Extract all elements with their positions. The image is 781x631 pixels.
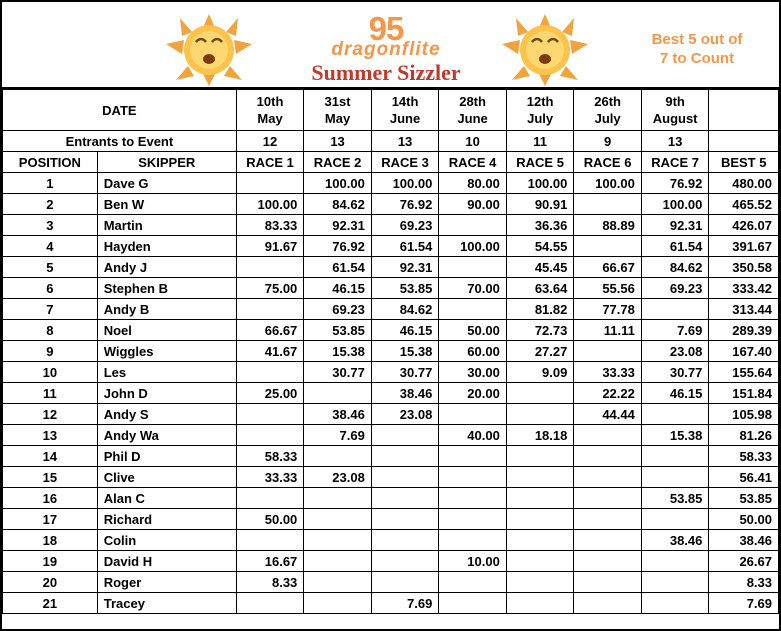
cell-race-3-score: 69.23 bbox=[371, 215, 439, 236]
cell-race-7-score: 23.08 bbox=[641, 341, 709, 362]
cell-race-1-score: 66.67 bbox=[236, 320, 304, 341]
cell-race-2-score: 84.62 bbox=[304, 194, 372, 215]
cell-race-3-score bbox=[371, 467, 439, 488]
cell-race-1-score bbox=[236, 257, 304, 278]
sheet-header bbox=[2, 2, 779, 89]
cell-race-7-score: 30.77 bbox=[641, 362, 709, 383]
column-header-row bbox=[3, 152, 779, 173]
cell-race-2-score: 23.08 bbox=[304, 467, 372, 488]
date-line2: July bbox=[594, 111, 621, 126]
cell-race-4-score: 60.00 bbox=[439, 341, 507, 362]
cell-race-4-score: 30.00 bbox=[439, 362, 507, 383]
header-race-5: RACE 5 bbox=[506, 152, 574, 173]
cell-best-5: 81.26 bbox=[709, 425, 779, 446]
cell-position: 19 bbox=[3, 551, 98, 572]
cell-race-3-score bbox=[371, 551, 439, 572]
date-row-label: DATE bbox=[3, 90, 237, 131]
cell-position: 6 bbox=[3, 278, 98, 299]
cell-race-3-score bbox=[371, 425, 439, 446]
cell-position: 9 bbox=[3, 341, 98, 362]
cell-race-5-score bbox=[506, 530, 574, 551]
cell-race-3-score: 30.77 bbox=[371, 362, 439, 383]
cell-race-1-score bbox=[236, 404, 304, 425]
cell-race-7-score: 7.69 bbox=[641, 320, 709, 341]
date-line1: 12th bbox=[526, 94, 554, 109]
cell-race-7-score: 76.92 bbox=[641, 173, 709, 194]
cell-race-4-score: 100.00 bbox=[439, 236, 507, 257]
cell-race-4-score: 40.00 bbox=[439, 425, 507, 446]
cell-race-1-score: 100.00 bbox=[236, 194, 304, 215]
cell-skipper: Tracey bbox=[97, 593, 236, 614]
cell-skipper: Phil D bbox=[97, 446, 236, 467]
header-race-3: RACE 3 bbox=[371, 152, 439, 173]
cell-race-6-score: 22.22 bbox=[574, 383, 642, 404]
cell-best-5: 155.64 bbox=[709, 362, 779, 383]
cell-best-5: 480.00 bbox=[709, 173, 779, 194]
cell-race-1-score bbox=[236, 530, 304, 551]
scoring-note-line1: Best 5 out of bbox=[651, 31, 743, 48]
cell-position: 14 bbox=[3, 446, 98, 467]
date-line1: 10th bbox=[256, 94, 284, 109]
cell-best-5: 465.52 bbox=[709, 194, 779, 215]
cell-race-4-score bbox=[439, 215, 507, 236]
cell-race-3-score: 46.15 bbox=[371, 320, 439, 341]
brand-name: dragonflite bbox=[331, 39, 441, 60]
table-row bbox=[3, 488, 779, 509]
cell-race-3-score: 7.69 bbox=[371, 593, 439, 614]
entrants-3: 13 bbox=[371, 131, 439, 152]
cell-race-4-score: 90.00 bbox=[439, 194, 507, 215]
cell-race-5-score bbox=[506, 551, 574, 572]
cell-race-1-score bbox=[236, 299, 304, 320]
cell-race-1-score: 75.00 bbox=[236, 278, 304, 299]
cell-race-7-score: 100.00 bbox=[641, 194, 709, 215]
cell-race-7-score: 84.62 bbox=[641, 257, 709, 278]
cell-race-2-score: 61.54 bbox=[304, 257, 372, 278]
cell-race-3-score: 76.92 bbox=[371, 194, 439, 215]
header-race-7: RACE 7 bbox=[641, 152, 709, 173]
cell-position: 5 bbox=[3, 257, 98, 278]
cell-skipper: Colin bbox=[97, 530, 236, 551]
cell-skipper: Hayden bbox=[97, 236, 236, 257]
cell-race-4-score bbox=[439, 446, 507, 467]
cell-position: 11 bbox=[3, 383, 98, 404]
table-row bbox=[3, 446, 779, 467]
cell-best-5: 350.58 bbox=[709, 257, 779, 278]
scoring-note-line2: 7 to Count bbox=[659, 50, 735, 67]
cell-race-5-score: 100.00 bbox=[506, 173, 574, 194]
cell-best-5: 426.07 bbox=[709, 215, 779, 236]
cell-race-4-score bbox=[439, 404, 507, 425]
cell-best-5: 7.69 bbox=[709, 593, 779, 614]
cell-race-7-score bbox=[641, 404, 709, 425]
table-row bbox=[3, 299, 779, 320]
date-line2: July bbox=[527, 111, 554, 126]
cell-position: 2 bbox=[3, 194, 98, 215]
cell-race-1-score: 91.67 bbox=[236, 236, 304, 257]
cell-position: 16 bbox=[3, 488, 98, 509]
cell-race-1-score bbox=[236, 173, 304, 194]
date-line1: 9th bbox=[665, 94, 685, 109]
cell-position: 12 bbox=[3, 404, 98, 425]
header-best-5: BEST 5 bbox=[709, 152, 779, 173]
cell-race-2-score: 53.85 bbox=[304, 320, 372, 341]
date-header-7 bbox=[641, 90, 709, 131]
cell-race-7-score: 53.85 bbox=[641, 488, 709, 509]
cell-position: 10 bbox=[3, 362, 98, 383]
sun-icon bbox=[166, 14, 252, 86]
entrants-5: 11 bbox=[506, 131, 574, 152]
cell-race-7-score bbox=[641, 572, 709, 593]
cell-race-7-score bbox=[641, 299, 709, 320]
date-header-row bbox=[3, 90, 779, 131]
cell-race-6-score bbox=[574, 488, 642, 509]
cell-race-1-score bbox=[236, 488, 304, 509]
cell-race-1-score bbox=[236, 425, 304, 446]
cell-race-5-score: 81.82 bbox=[506, 299, 574, 320]
cell-best-5: 56.41 bbox=[709, 467, 779, 488]
cell-skipper: Alan C bbox=[97, 488, 236, 509]
entrants-spacer bbox=[709, 131, 779, 152]
entrants-2: 13 bbox=[304, 131, 372, 152]
cell-race-6-score: 66.67 bbox=[574, 257, 642, 278]
table-row bbox=[3, 341, 779, 362]
cell-race-2-score: 100.00 bbox=[304, 173, 372, 194]
cell-skipper: Les bbox=[97, 362, 236, 383]
cell-race-5-score bbox=[506, 593, 574, 614]
entrants-1: 12 bbox=[236, 131, 304, 152]
cell-race-4-score: 70.00 bbox=[439, 278, 507, 299]
cell-race-4-score: 80.00 bbox=[439, 173, 507, 194]
cell-race-4-score: 10.00 bbox=[439, 551, 507, 572]
cell-race-6-score bbox=[574, 530, 642, 551]
table-row bbox=[3, 467, 779, 488]
date-line1: 28th bbox=[459, 94, 486, 109]
table-row bbox=[3, 593, 779, 614]
cell-race-7-score bbox=[641, 467, 709, 488]
entrants-6: 9 bbox=[574, 131, 642, 152]
table-row bbox=[3, 215, 779, 236]
cell-race-6-score: 33.33 bbox=[574, 362, 642, 383]
cell-race-6-score bbox=[574, 194, 642, 215]
cell-race-5-score: 90.91 bbox=[506, 194, 574, 215]
date-header-1 bbox=[236, 90, 304, 131]
table-head bbox=[3, 90, 779, 173]
cell-position: 21 bbox=[3, 593, 98, 614]
class-number: 95 bbox=[368, 10, 404, 47]
header-race-4: RACE 4 bbox=[439, 152, 507, 173]
table-row bbox=[3, 425, 779, 446]
cell-race-6-score bbox=[574, 341, 642, 362]
cell-position: 3 bbox=[3, 215, 98, 236]
cell-race-6-score: 88.89 bbox=[574, 215, 642, 236]
cell-race-7-score: 61.54 bbox=[641, 236, 709, 257]
cell-best-5: 38.46 bbox=[709, 530, 779, 551]
date-line2: May bbox=[324, 111, 351, 126]
date-line2: May bbox=[257, 111, 283, 126]
cell-race-5-score: 36.36 bbox=[506, 215, 574, 236]
date-line1: 14th bbox=[391, 94, 419, 109]
cell-race-5-score bbox=[506, 488, 574, 509]
cell-race-4-score bbox=[439, 593, 507, 614]
cell-race-2-score: 15.38 bbox=[304, 341, 372, 362]
cell-race-3-score: 84.62 bbox=[371, 299, 439, 320]
entrants-7: 13 bbox=[641, 131, 709, 152]
cell-race-6-score: 77.78 bbox=[574, 299, 642, 320]
cell-skipper: Andy Wa bbox=[97, 425, 236, 446]
cell-race-7-score bbox=[641, 446, 709, 467]
cell-race-1-score bbox=[236, 593, 304, 614]
cell-race-2-score bbox=[304, 383, 372, 404]
cell-race-2-score: 76.92 bbox=[304, 236, 372, 257]
cell-race-3-score bbox=[371, 572, 439, 593]
cell-race-7-score bbox=[641, 551, 709, 572]
cell-best-5: 289.39 bbox=[709, 320, 779, 341]
cell-race-5-score: 54.55 bbox=[506, 236, 574, 257]
cell-position: 18 bbox=[3, 530, 98, 551]
table-row bbox=[3, 278, 779, 299]
cell-skipper: Stephen B bbox=[97, 278, 236, 299]
cell-race-5-score bbox=[506, 509, 574, 530]
cell-best-5: 53.85 bbox=[709, 488, 779, 509]
cell-race-1-score: 83.33 bbox=[236, 215, 304, 236]
cell-race-6-score bbox=[574, 467, 642, 488]
date-header-spacer bbox=[709, 90, 779, 131]
cell-skipper: Wiggles bbox=[97, 341, 236, 362]
cell-race-4-score: 20.00 bbox=[439, 383, 507, 404]
cell-position: 17 bbox=[3, 509, 98, 530]
table-row bbox=[3, 257, 779, 278]
date-header-5 bbox=[506, 90, 574, 131]
cell-race-4-score bbox=[439, 488, 507, 509]
cell-race-4-score bbox=[439, 467, 507, 488]
cell-race-2-score: 69.23 bbox=[304, 299, 372, 320]
table-row bbox=[3, 572, 779, 593]
cell-position: 15 bbox=[3, 467, 98, 488]
event-branding bbox=[268, 10, 504, 85]
cell-race-2-score: 30.77 bbox=[304, 362, 372, 383]
cell-position: 8 bbox=[3, 320, 98, 341]
event-title: Summer Sizzler bbox=[311, 60, 461, 85]
table-row bbox=[3, 383, 779, 404]
cell-race-3-score: 53.85 bbox=[371, 278, 439, 299]
header-skipper: SKIPPER bbox=[97, 152, 236, 173]
date-header-3 bbox=[371, 90, 439, 131]
cell-race-6-score bbox=[574, 236, 642, 257]
cell-skipper: Andy S bbox=[97, 404, 236, 425]
cell-skipper: Richard bbox=[97, 509, 236, 530]
entrants-label: Entrants to Event bbox=[3, 131, 237, 152]
cell-race-5-score: 45.45 bbox=[506, 257, 574, 278]
cell-skipper: Noel bbox=[97, 320, 236, 341]
cell-skipper: Martin bbox=[97, 215, 236, 236]
cell-race-6-score bbox=[574, 551, 642, 572]
entrants-4: 10 bbox=[439, 131, 507, 152]
cell-race-2-score bbox=[304, 488, 372, 509]
cell-race-5-score: 63.64 bbox=[506, 278, 574, 299]
date-line1: 31st bbox=[324, 94, 351, 109]
cell-position: 7 bbox=[3, 299, 98, 320]
cell-position: 13 bbox=[3, 425, 98, 446]
cell-race-3-score: 15.38 bbox=[371, 341, 439, 362]
header-race-6: RACE 6 bbox=[574, 152, 642, 173]
cell-race-3-score: 92.31 bbox=[371, 257, 439, 278]
cell-skipper: Andy J bbox=[97, 257, 236, 278]
cell-race-1-score: 16.67 bbox=[236, 551, 304, 572]
table-row bbox=[3, 173, 779, 194]
cell-race-3-score bbox=[371, 488, 439, 509]
cell-race-2-score: 7.69 bbox=[304, 425, 372, 446]
cell-race-2-score: 46.15 bbox=[304, 278, 372, 299]
results-table bbox=[2, 89, 779, 614]
cell-race-4-score bbox=[439, 509, 507, 530]
cell-race-7-score bbox=[641, 509, 709, 530]
header-position: POSITION bbox=[3, 152, 98, 173]
cell-race-3-score bbox=[371, 446, 439, 467]
cell-race-6-score bbox=[574, 593, 642, 614]
cell-race-6-score: 11.11 bbox=[574, 320, 642, 341]
cell-race-6-score bbox=[574, 425, 642, 446]
cell-best-5: 391.67 bbox=[709, 236, 779, 257]
cell-race-4-score bbox=[439, 299, 507, 320]
cell-race-5-score: 18.18 bbox=[506, 425, 574, 446]
cell-race-3-score: 61.54 bbox=[371, 236, 439, 257]
cell-race-3-score bbox=[371, 530, 439, 551]
cell-race-1-score bbox=[236, 362, 304, 383]
header-race-1: RACE 1 bbox=[236, 152, 304, 173]
cell-best-5: 167.40 bbox=[709, 341, 779, 362]
sun-icon bbox=[502, 14, 588, 86]
cell-race-7-score: 15.38 bbox=[641, 425, 709, 446]
table-row bbox=[3, 530, 779, 551]
cell-race-4-score: 50.00 bbox=[439, 320, 507, 341]
date-line2: August bbox=[652, 111, 698, 126]
cell-race-6-score bbox=[574, 509, 642, 530]
cell-race-6-score: 100.00 bbox=[574, 173, 642, 194]
date-line2: June bbox=[389, 111, 421, 126]
cell-best-5: 313.44 bbox=[709, 299, 779, 320]
cell-best-5: 8.33 bbox=[709, 572, 779, 593]
cell-race-1-score: 50.00 bbox=[236, 509, 304, 530]
cell-race-2-score bbox=[304, 530, 372, 551]
date-line1: 26th bbox=[594, 94, 621, 109]
table-row bbox=[3, 362, 779, 383]
cell-race-5-score bbox=[506, 404, 574, 425]
cell-skipper: John D bbox=[97, 383, 236, 404]
cell-race-2-score bbox=[304, 446, 372, 467]
cell-race-3-score: 100.00 bbox=[371, 173, 439, 194]
cell-race-3-score bbox=[371, 509, 439, 530]
cell-race-4-score bbox=[439, 572, 507, 593]
cell-best-5: 151.84 bbox=[709, 383, 779, 404]
cell-skipper: David H bbox=[97, 551, 236, 572]
cell-race-7-score bbox=[641, 593, 709, 614]
cell-race-2-score bbox=[304, 551, 372, 572]
cell-race-1-score: 25.00 bbox=[236, 383, 304, 404]
cell-race-6-score: 55.56 bbox=[574, 278, 642, 299]
cell-race-2-score bbox=[304, 572, 372, 593]
cell-race-1-score: 41.67 bbox=[236, 341, 304, 362]
header-race-2: RACE 2 bbox=[304, 152, 372, 173]
cell-race-5-score bbox=[506, 446, 574, 467]
cell-race-1-score: 58.33 bbox=[236, 446, 304, 467]
cell-race-2-score: 92.31 bbox=[304, 215, 372, 236]
table-row bbox=[3, 509, 779, 530]
table-row bbox=[3, 194, 779, 215]
cell-best-5: 26.67 bbox=[709, 551, 779, 572]
cell-race-3-score: 38.46 bbox=[371, 383, 439, 404]
cell-race-3-score: 23.08 bbox=[371, 404, 439, 425]
cell-race-2-score: 38.46 bbox=[304, 404, 372, 425]
cell-race-1-score: 33.33 bbox=[236, 467, 304, 488]
cell-race-2-score bbox=[304, 593, 372, 614]
cell-race-5-score bbox=[506, 467, 574, 488]
cell-race-5-score bbox=[506, 383, 574, 404]
date-header-6 bbox=[574, 90, 642, 131]
table-row bbox=[3, 551, 779, 572]
table-body bbox=[3, 173, 779, 614]
date-line2: June bbox=[457, 111, 488, 126]
cell-skipper: Ben W bbox=[97, 194, 236, 215]
cell-position: 4 bbox=[3, 236, 98, 257]
entrants-row bbox=[3, 131, 779, 152]
cell-race-7-score: 46.15 bbox=[641, 383, 709, 404]
cell-skipper: Dave G bbox=[97, 173, 236, 194]
cell-race-1-score: 8.33 bbox=[236, 572, 304, 593]
cell-position: 20 bbox=[3, 572, 98, 593]
table-row bbox=[3, 320, 779, 341]
cell-best-5: 105.98 bbox=[709, 404, 779, 425]
cell-best-5: 333.42 bbox=[709, 278, 779, 299]
cell-skipper: Clive bbox=[97, 467, 236, 488]
cell-position: 1 bbox=[3, 173, 98, 194]
date-header-2 bbox=[304, 90, 372, 131]
cell-race-5-score: 27.27 bbox=[506, 341, 574, 362]
cell-best-5: 58.33 bbox=[709, 446, 779, 467]
cell-race-7-score: 38.46 bbox=[641, 530, 709, 551]
cell-skipper: Andy B bbox=[97, 299, 236, 320]
cell-race-6-score: 44.44 bbox=[574, 404, 642, 425]
table-row bbox=[3, 236, 779, 257]
cell-race-6-score bbox=[574, 572, 642, 593]
date-header-4 bbox=[439, 90, 507, 131]
cell-best-5: 50.00 bbox=[709, 509, 779, 530]
scoring-note bbox=[627, 30, 767, 68]
cell-race-7-score: 69.23 bbox=[641, 278, 709, 299]
cell-race-4-score bbox=[439, 530, 507, 551]
cell-race-7-score: 92.31 bbox=[641, 215, 709, 236]
cell-skipper: Roger bbox=[97, 572, 236, 593]
cell-race-5-score: 72.73 bbox=[506, 320, 574, 341]
cell-race-5-score: 9.09 bbox=[506, 362, 574, 383]
table-row bbox=[3, 404, 779, 425]
cell-race-4-score bbox=[439, 257, 507, 278]
cell-race-2-score bbox=[304, 509, 372, 530]
cell-race-6-score bbox=[574, 446, 642, 467]
cell-race-5-score bbox=[506, 572, 574, 593]
